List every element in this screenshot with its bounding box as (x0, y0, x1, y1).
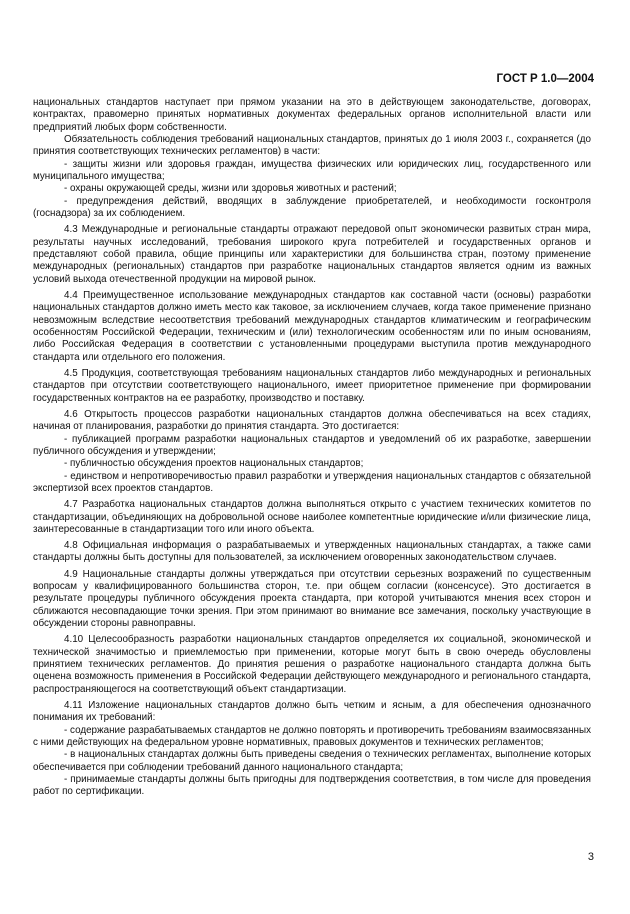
list-item: - единством и непротиворечивостью правил разработки и утверждения национальных стандартов с обязательной экспертизой всех проектов стандартов. (33, 470, 591, 494)
paragraph: национальных стандартов наступает при прямом указании на это в действующем законодательстве, договорах, контрактах, правомерно принятых нормативных документах федеральных органов исполнительной власти или предприятий любых форм собственности. (33, 97, 591, 133)
list-item: - публичностью обсуждения проектов национальных стандартов; (64, 458, 364, 470)
clause-4-5: 4.5 Продукция, соответствующая требованиям национальных стандартов либо международных и региональных стандартов при отсутствии соответствующего национального, имеет приоритетное применение при формировании государственных контрактов на ее разработку, производство и поставку. (33, 367, 591, 404)
list-item: - публикацией программ разработки национальных стандартов и уведомлений об их разработке, завершении публичного обсуждения и утверждении; (33, 433, 591, 457)
clause-4-4: 4.4 Преимущественное использование международных стандартов как составной части (основы) разработки национальных стандартов должно иметь место как таковое, за исключением случаев, когда такое применение признано невозможным вследствие несоответствия требований международных стандартов климатическим и географическим особенностям Российской Федерации, техническим и (или) технологическим особенностям или по иным основаниям, либо Российская Федерация в соответствии с установленными процедурами выступила против международного стандарта или отдельного его положения. (33, 289, 591, 363)
clause-4-10: 4.10 Целесообразность разработки национальных стандартов определяется их социальной, экономической и технической значимостью и приемлемостью при применении, которые могут быть в свою очередь обусловлены принятием технических регламентов. До принятия решения о разработке национального стандарта должна быть оценена возможность применения в Российской Федерации действующего международного и регионального стандарта, распространяющегося на соответствующий объект стандартизации. (33, 634, 591, 695)
list-item: - охраны окружающей среды, жизни или здоровья животных и растений; (64, 183, 397, 195)
list-item: - защиты жизни или здоровья граждан, имущества физических или юридических лиц, государственного или муниципального имущества; (33, 158, 591, 182)
clause-4-8: 4.8 Официальная информация о разрабатываемых и утвержденных национальных стандартах, а также сами стандарты должны быть доступны для пользователей, за исключением оговоренных законодательством случаев. (33, 540, 591, 564)
page-number: 3 (587, 851, 594, 863)
list-item: - принимаемые стандарты должны быть пригодны для подтверждения соответствия, в том числе для проведения работ по сертификации. (33, 774, 591, 798)
clause-4-7: 4.7 Разработка национальных стандартов должна выполняться открыто с участием технических комитетов по стандартизации, объединяющих на добровольной основе наиболее компетентные юридические и/или физические лица, заинтересованные в стандартизации того или иного объекта. (33, 499, 591, 535)
list-item: - содержание разрабатываемых стандартов не должно повторять и противоречить требованиям взаимосвязанных с ними действующих на федеральном уровне нормативных, правовых документов и технических регламентов; (33, 724, 591, 749)
list-item: - в национальных стандартах должны быть приведены сведения о технических регламентах, выполнение которых обеспечивается при соблюдении требований данного национального стандарта; (33, 749, 591, 773)
document-body (33, 97, 591, 799)
document-header: ГОСТ Р 1.0—2004 (496, 73, 594, 85)
clause-4-6: 4.6 Открытость процессов разработки национальных стандартов должна обеспечиваться на всех стадиях, начиная от планирования, разработки до принятия стандарта. Это достигается: (33, 408, 591, 433)
clause-4-3: 4.3 Международные и региональные стандарты отражают передовой опыт экономически развитых стран мира, результаты научных исследований, требования широкого круга потребителей и государственных органов и представляют собой правила, общие принципы или характеристики для большинства стран, поэтому применение международных (региональных) стандартов при разработке национальных стандартов является одним из важных условий выхода отечественной продукции на мировой рынок. (33, 224, 591, 285)
clause-4-11: 4.11 Изложение национальных стандартов должно быть четким и ясным, а для обеспечения однозначного понимания их требований: (33, 700, 591, 724)
clause-4-9: 4.9 Национальные стандарты должны утверждаться при отсутствии серьезных возражений по существенным вопросам у квалифицированного большинства сторон, т.е. при общем согласии (консенсусе). Это достигается в результате процедуры публичного обсуждения проекта стандарта, при которой учитываются мнения всех сторон и сближаются несовпадающие точки зрения. При этом принимают во внимание все замечания, поскольку участвующие в обсуждении стороны равноправны. (33, 568, 591, 630)
list-item: - предупреждения действий, вводящих в заблуждение приобретателей, и необходимости госконтроля (госнадзора) за их соблюдением. (33, 195, 591, 219)
paragraph: Обязательность соблюдения требований национальных стандартов, принятых до 1 июля 2003 г., сохраняется (до принятия соответствующих технических регламентов) в части: (33, 133, 591, 158)
